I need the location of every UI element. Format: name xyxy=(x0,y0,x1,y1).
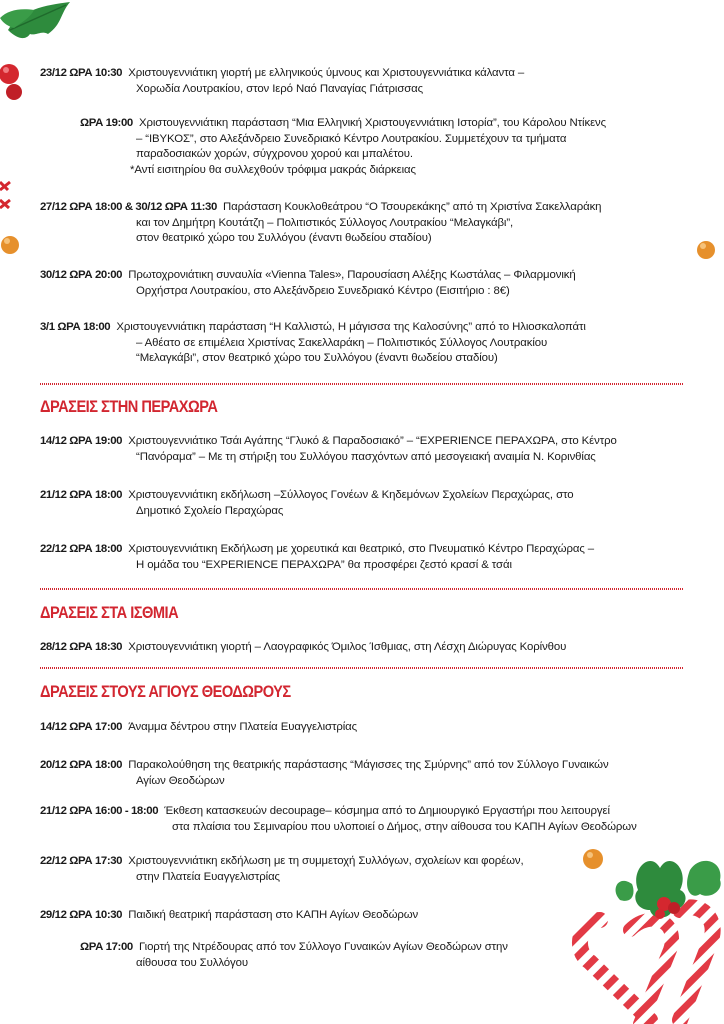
event-description: Παράσταση Κουκλοθεάτρου “Ο Τσουρεκάκης” από τη Χριστίνα Σακελλαράκη xyxy=(223,201,602,213)
event-description: Αγίων Θεοδώρων xyxy=(136,774,225,787)
holly-leaf-icon xyxy=(0,0,90,70)
event-description: στην Πλατεία Ευαγγελιστρίας xyxy=(136,870,280,883)
event-description: Πρωτοχρονιάτικη συναυλία «Vienna Tales», Παρουσίαση Αλέξης Κωστάλας – Φιλαρμονική xyxy=(128,269,576,281)
event-description: στα πλαίσια του Σεμιναρίου που υλοποιεί ο Δήμος, στην αίθουσα του ΚΑΠΗ Αγίων Θεοδώρων xyxy=(172,820,637,833)
section-divider xyxy=(40,588,684,590)
candy-cane-icon xyxy=(560,850,724,1024)
event-description: Χριστουγεννιάτικη εκδήλωση –Σύλλογος Γονέων & Κηδεμόνων Σχολείων Περαχώρας, στο xyxy=(128,489,574,501)
list-item xyxy=(40,434,617,465)
event-description: Χριστουγεννιάτικη παράσταση “Μια Ελληνική Χριστουγεννιάτικη Ιστορία”, του Κάρολου Ντίκενς xyxy=(138,117,607,129)
list-item xyxy=(40,908,418,924)
list-item xyxy=(40,66,524,97)
list-item xyxy=(40,758,609,789)
event-description: Χριστουγεννιάτικη γιορτή με ελληνικούς ύμνους και Χριστουγεννιάτικα κάλαντα – xyxy=(128,67,525,79)
section-divider xyxy=(40,667,684,669)
section-heading: ΔΡΑΣΕΙΣ ΣΤΗΝ ΠΕΡΑΧΩΡΑ xyxy=(40,397,218,416)
event-description: – “ΙΒΥΚΟΣ”, στο Αλεξάνδρειο Συνεδριακό Κέντρο Λουτρακίου. Συμμετέχουν τα τμήματα xyxy=(136,132,567,145)
event-description: Χριστουγεννιάτικη παράσταση “Η Καλλιστώ, Η μάγισσα της Καλοσύνης” από το Ηλιοσκαλοπάτι xyxy=(116,321,586,333)
list-item xyxy=(40,854,524,885)
list-item xyxy=(40,488,573,519)
event-note: *Αντί εισιτηρίου θα συλλεχθούν τρόφιμα μακράς διάρκειας xyxy=(130,163,416,176)
event-date: 14/12 ΩΡΑ 19:00 xyxy=(40,435,123,447)
event-description: “Μελαγκάβι”, στον θεατρικό χώρο του Συλλόγου (έναντι θωδείου σταδίου) xyxy=(136,352,498,365)
list-item xyxy=(80,940,508,971)
event-description: – Αθέατο σε επιμέλεια Χριστίνας Σακελλαράκη – Πολιτιστικός Σύλλογος Λουτρακίου xyxy=(136,336,548,349)
event-date: 27/12 ΩΡΑ 18:00 & 30/12 ΩΡΑ 11:30 xyxy=(40,201,217,213)
event-description: “Πανόραμα” – Με τη στήριξη του Συλλόγου πασχόντων από μεσογειακή αναιμία Ν. Κορινθίας xyxy=(136,450,596,463)
event-description: Δημοτικό Σχολείο Περαχώρας xyxy=(136,504,284,517)
list-item xyxy=(40,268,576,299)
section-heading: ΔΡΑΣΕΙΣ ΣΤΑ ΙΣΘΜΙΑ xyxy=(40,603,179,622)
list-item xyxy=(80,116,606,178)
ornament-ball-icon xyxy=(0,234,22,256)
event-date: 14/12 ΩΡΑ 17:00 xyxy=(40,721,123,733)
event-description: παραδοσιακών χορών, σύγχρονου χορού και μπαλέτου. xyxy=(136,148,413,161)
event-description: Η ομάδα του “EXPERIENCE ΠΕΡΑΧΩΡΑ” θα προσφέρει ζεστό κρασί & τσάι xyxy=(136,558,512,571)
event-date: ΩΡΑ 19:00 xyxy=(80,117,133,129)
ornament-ball-icon xyxy=(696,240,716,260)
list-item xyxy=(40,640,566,656)
event-date: 20/12 ΩΡΑ 18:00 xyxy=(40,759,123,771)
event-description: Παρακολούθηση της θεατρικής παράστασης “Μάγισσες της Σμύρνης” από τον Σύλλογο Γυναικών xyxy=(128,759,609,771)
event-date: 21/12 ΩΡΑ 16:00 - 18:00 xyxy=(40,805,159,817)
snowflake-icon xyxy=(0,178,14,214)
event-description: Χριστουγεννιάτικη Εκδήλωση με χορευτικά και θεατρικό, στο Πνευματικό Κέντρο Περαχώρας – xyxy=(128,543,595,555)
berry-icon xyxy=(0,62,30,102)
event-description: Χριστουγεννιάτικο Τσάι Αγάπης “Γλυκό & Παραδοσιακό” – “EXPERIENCE ΠΕΡΑΧΩΡΑ, στο Κέντρο xyxy=(128,435,617,447)
event-description: Έκθεση κατασκευών decoupage– κόσμημα από το Δημιουργικό Εργαστήρι που λειτουργεί xyxy=(164,805,610,817)
event-date: 30/12 ΩΡΑ 20:00 xyxy=(40,269,123,281)
event-description: Χριστουγεννιάτικη γιορτή – Λαογραφικός Όμιλος Ίσθμιας, στη Λέσχη Διώρυγας Κορίνθου xyxy=(128,641,567,653)
section-heading: ΔΡΑΣΕΙΣ ΣΤΟΥΣ ΑΓΙΟΥΣ ΘΕΟΔΩΡΟΥΣ xyxy=(40,682,291,701)
event-date: 3/1 ΩΡΑ 18:00 xyxy=(40,321,111,333)
event-description: Παιδική θεατρική παράσταση στο ΚΑΠΗ Αγίων Θεοδώρων xyxy=(128,909,419,921)
list-item xyxy=(40,720,357,736)
event-description: Άναμμα δέντρου στην Πλατεία Ευαγγελιστρίας xyxy=(128,721,358,733)
event-description: Γιορτή της Ντρέδουρας από τον Σύλλογο Γυναικών Αγίων Θεοδώρων στην xyxy=(138,941,508,953)
event-description: Χριστουγεννιάτικη εκδήλωση με τη συμμετοχή Συλλόγων, σχολείων και φορέων, xyxy=(128,855,524,867)
event-description: και τον Δημήτρη Κουτάτζη – Πολιτιστικός Σύλλογος Λουτρακίου “Μελαγκάβι”, xyxy=(136,216,514,229)
event-date: ΩΡΑ 17:00 xyxy=(80,941,133,953)
event-date: 23/12 ΩΡΑ 10:30 xyxy=(40,67,123,79)
event-description: αίθουσα του Συλλόγου xyxy=(136,956,248,969)
event-date: 22/12 ΩΡΑ 18:00 xyxy=(40,543,123,555)
list-item xyxy=(40,320,586,367)
event-description: Ορχήστρα Λουτρακίου, στο Αλεξάνδρειο Συνεδριακό Κέντρο (Εισιτήριο : 8€) xyxy=(136,284,510,297)
list-item xyxy=(40,804,637,835)
event-date: 28/12 ΩΡΑ 18:30 xyxy=(40,641,123,653)
list-item xyxy=(40,200,601,247)
list-item xyxy=(40,542,594,573)
event-date: 22/12 ΩΡΑ 17:30 xyxy=(40,855,123,867)
event-date: 29/12 ΩΡΑ 10:30 xyxy=(40,909,123,921)
event-description: στον θεατρικό χώρο του Συλλόγου (έναντι θωδείου σταδίου) xyxy=(136,232,432,245)
event-date: 21/12 ΩΡΑ 18:00 xyxy=(40,489,123,501)
event-description: Χορωδία Λουτρακίου, στον Ιερό Ναό Παναγίας Γιάτρισσας xyxy=(136,82,424,95)
section-divider xyxy=(40,383,684,385)
